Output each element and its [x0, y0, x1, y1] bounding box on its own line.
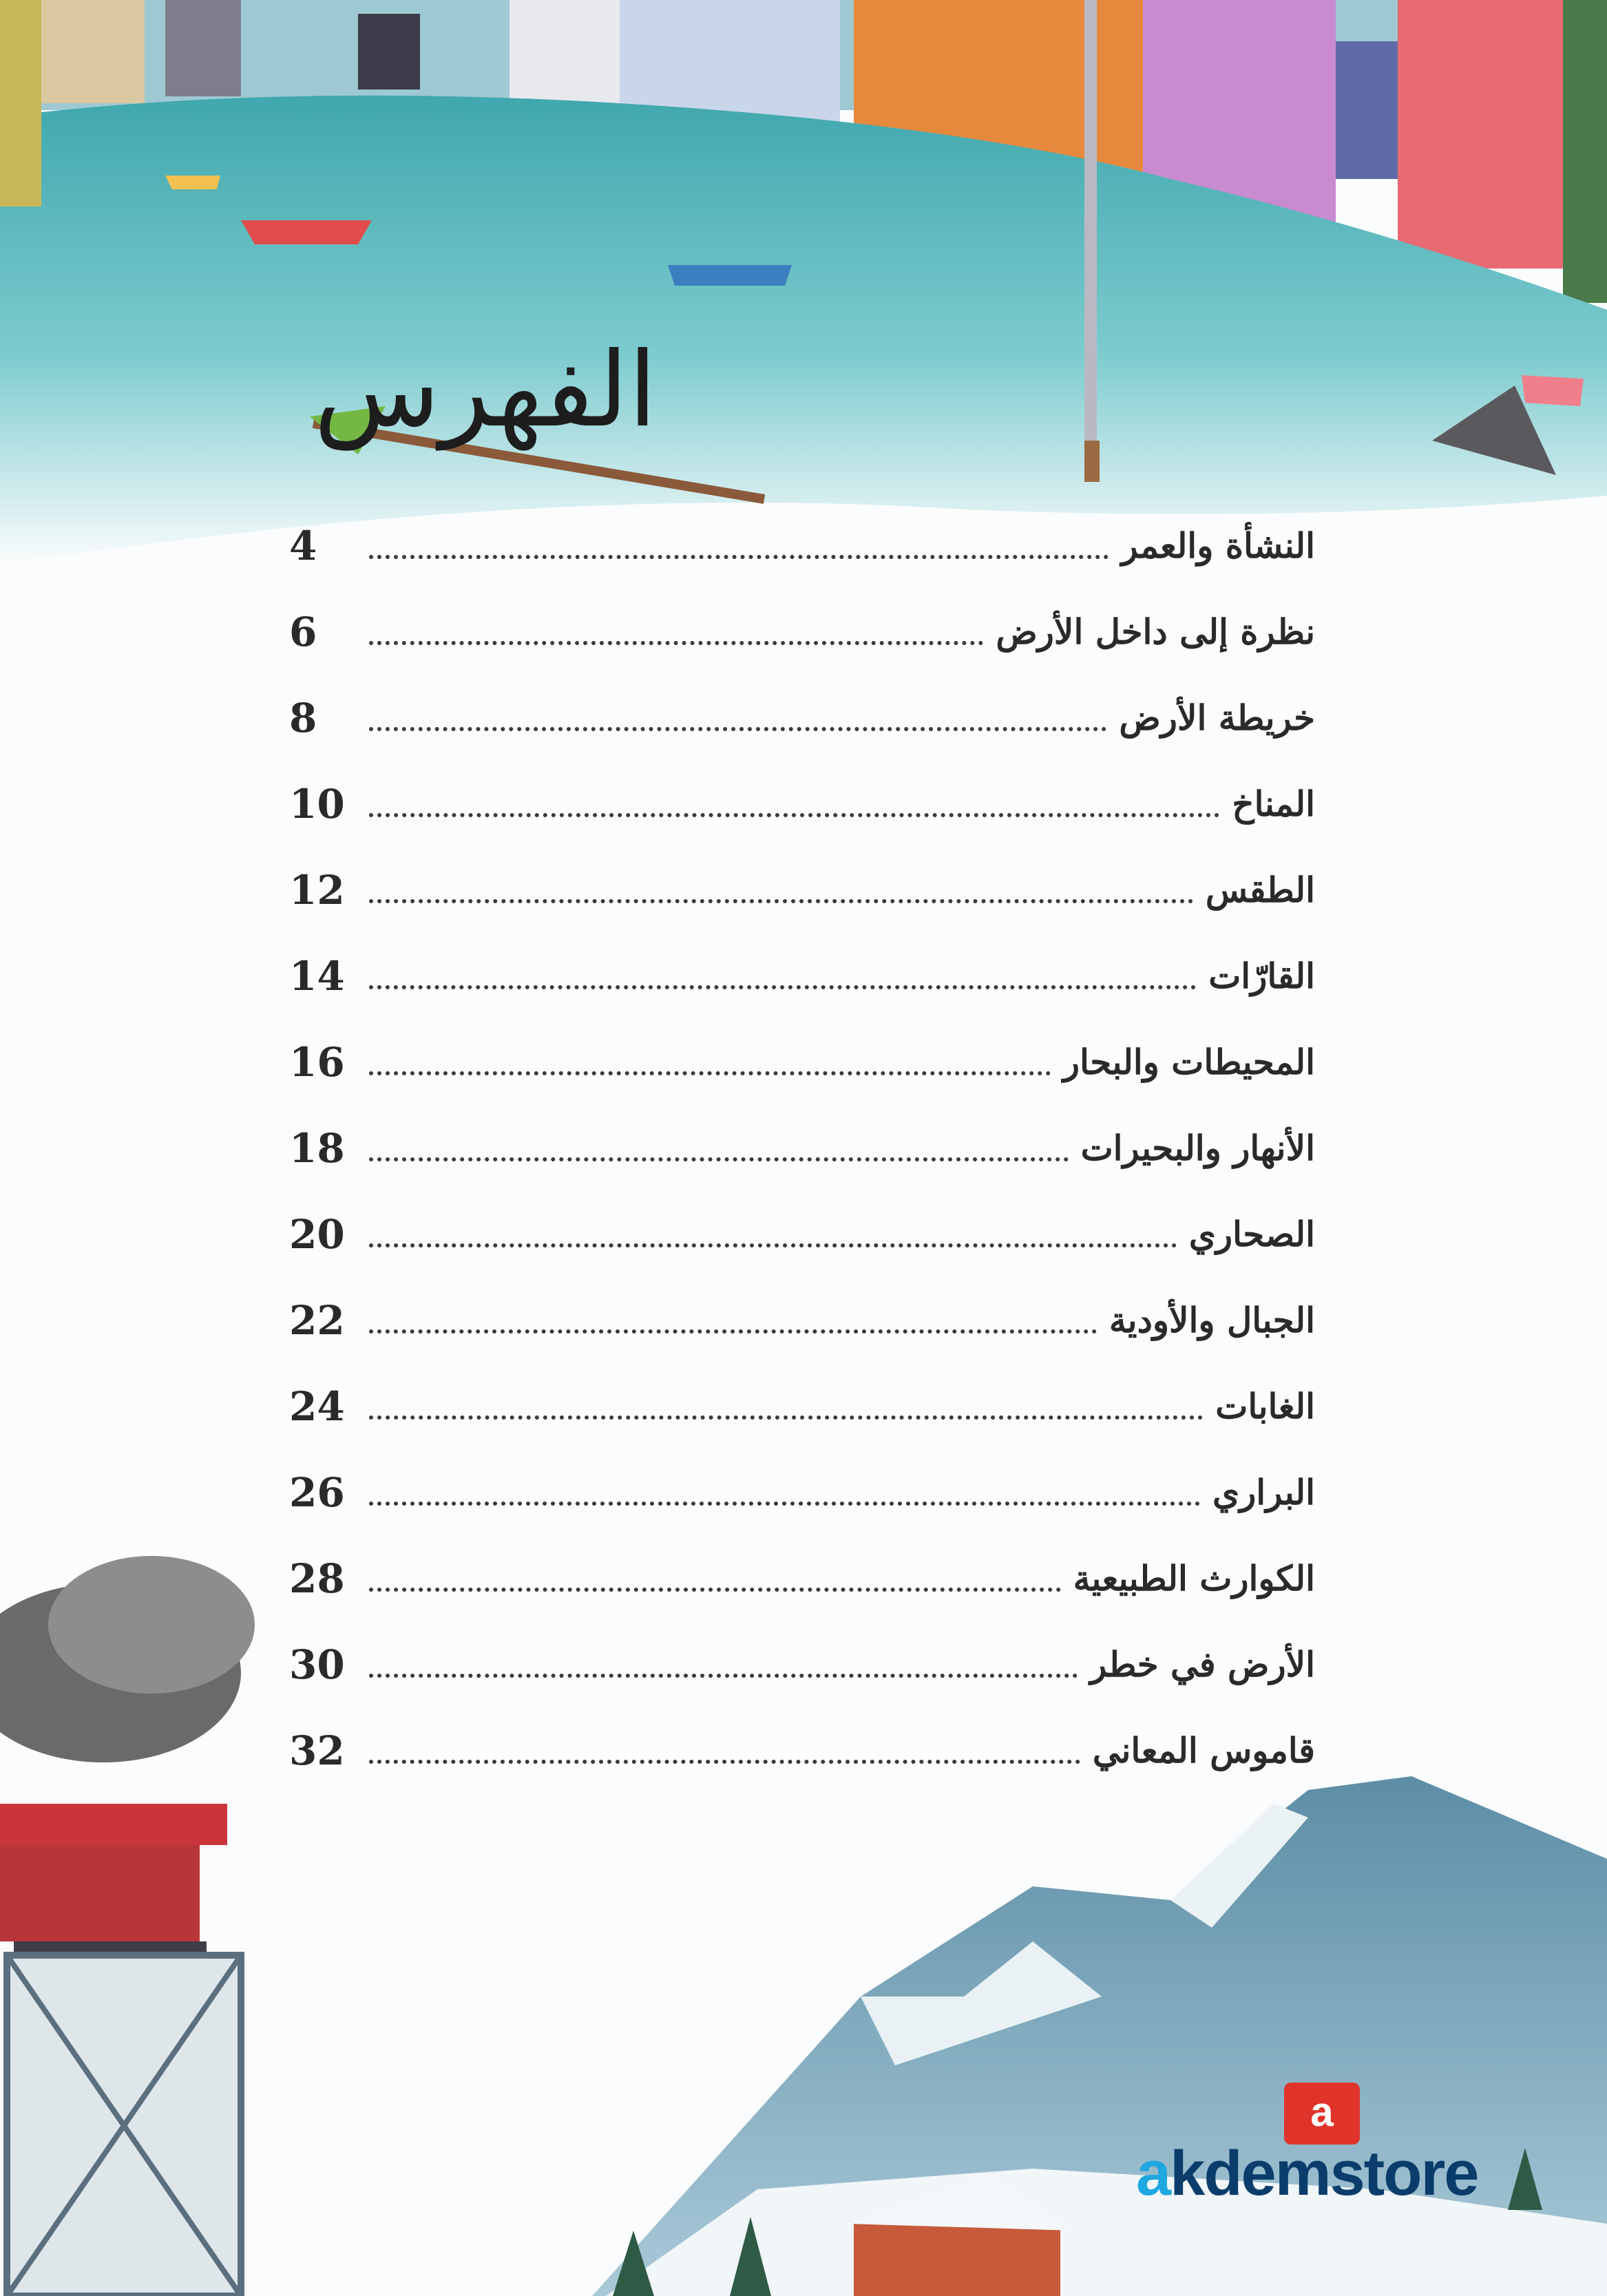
- brand-name: [1136, 2138, 1478, 2210]
- page-title: الفهرس: [313, 330, 658, 450]
- dot-leader: [369, 1157, 1069, 1161]
- dot-leader: [369, 727, 1106, 731]
- dot-leader: [369, 1760, 1080, 1764]
- toc-row: [289, 1277, 1315, 1363]
- dot-leader: [369, 1415, 1203, 1420]
- dot-leader: [369, 1674, 1078, 1678]
- toc-row-label: خريطة الأرض: [1119, 697, 1315, 738]
- toc-row-page: 28: [289, 1555, 345, 1602]
- toc-row-page: 24: [289, 1382, 345, 1430]
- toc-row-label: الغابات: [1215, 1386, 1315, 1426]
- toc-row-page: 32: [289, 1727, 345, 1774]
- toc-row-page: 14: [289, 952, 345, 1000]
- toc-row-page: 30: [289, 1641, 345, 1688]
- toc-row: [289, 1105, 1315, 1191]
- toc-row-label: الطقس: [1205, 870, 1315, 910]
- toc-row-label: نظرة إلى داخل الأرض: [996, 611, 1315, 652]
- toc-row-label: الأنهار والبحيرات: [1080, 1128, 1315, 1168]
- toc-row-page: 6: [289, 608, 317, 655]
- toc-row-page: 4: [289, 522, 317, 569]
- toc-row-page: 8: [289, 694, 317, 741]
- toc-row-page: 20: [289, 1210, 345, 1258]
- dot-leader: [369, 1329, 1097, 1334]
- toc-row-page: 12: [289, 866, 345, 914]
- dot-leader: [369, 899, 1193, 903]
- toc-row: [289, 1707, 1315, 1793]
- toc-row-label: القارّات: [1208, 956, 1315, 996]
- toc-row: [289, 1621, 1315, 1707]
- toc-row-label: النشأة والعمر: [1121, 525, 1315, 566]
- toc-row-label: الجبال والأودية: [1109, 1300, 1315, 1340]
- brand-name-accent: a: [1136, 2138, 1170, 2209]
- toc-row-label: المناخ: [1232, 783, 1315, 824]
- akdemstore-watermark: [1136, 2083, 1494, 2207]
- toc-row: [289, 1019, 1315, 1105]
- toc-row-label: الكوارث الطبيعية: [1073, 1558, 1315, 1599]
- book-logo-icon: [1284, 2083, 1360, 2145]
- toc-row: [289, 847, 1315, 933]
- table-of-contents: [289, 503, 1315, 1793]
- toc-row: [289, 1191, 1315, 1277]
- dot-leader: [369, 1243, 1177, 1247]
- toc-row-label: البراري: [1212, 1472, 1315, 1513]
- toc-row: [289, 589, 1315, 675]
- toc-row: [289, 675, 1315, 761]
- toc-row: [289, 1535, 1315, 1621]
- dot-leader: [369, 641, 983, 645]
- dot-leader: [369, 1588, 1061, 1592]
- logo-letter: a: [1310, 2089, 1334, 2135]
- toc-row: [289, 1449, 1315, 1535]
- toc-row: [289, 1363, 1315, 1449]
- toc-row-label: قاموس المعاني: [1092, 1730, 1315, 1771]
- toc-row-page: 18: [289, 1124, 345, 1172]
- toc-row-page: 26: [289, 1468, 345, 1516]
- dot-leader: [369, 813, 1219, 817]
- toc-row-page: 10: [289, 780, 345, 828]
- toc-row-page: 22: [289, 1296, 345, 1344]
- brand-name-rest: kdemstore: [1170, 2138, 1478, 2209]
- toc-row-label: الأرض في خطر: [1090, 1644, 1315, 1685]
- dot-leader: [369, 1071, 1051, 1075]
- toc-row-label: المحيطات والبحار: [1062, 1042, 1315, 1082]
- toc-row-page: 16: [289, 1038, 345, 1086]
- toc-row: [289, 761, 1315, 847]
- toc-row-label: الصحاري: [1188, 1214, 1315, 1254]
- dot-leader: [369, 555, 1109, 559]
- toc-row: [289, 503, 1315, 589]
- toc-row: [289, 933, 1315, 1019]
- dot-leader: [369, 985, 1196, 989]
- dot-leader: [369, 1502, 1200, 1506]
